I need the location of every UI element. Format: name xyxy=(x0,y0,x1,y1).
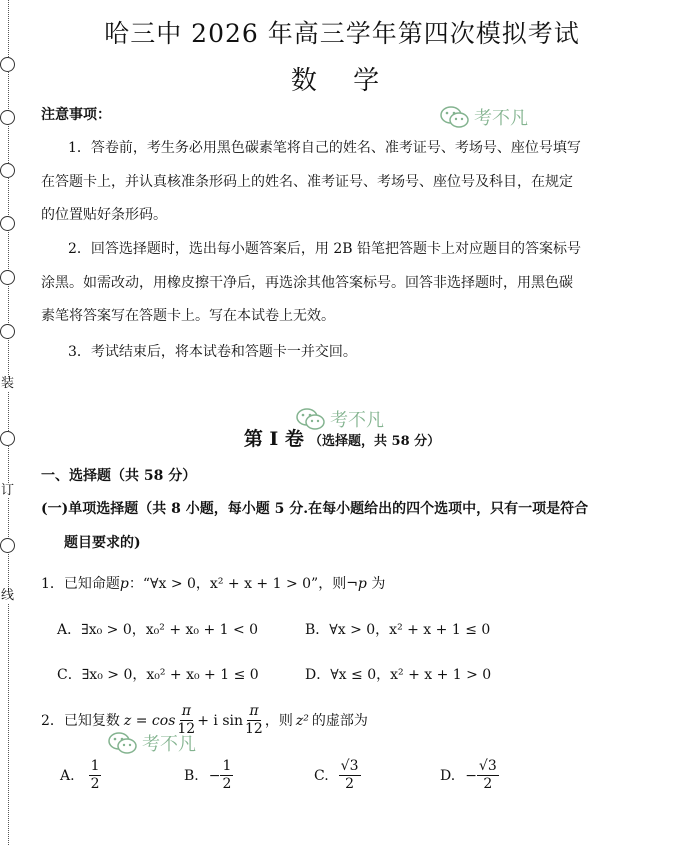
note-1-line-2: 在答题卡上，并认真核准条形码上的姓名、准考证号、考场号、座位号及科目，在规定 xyxy=(41,174,573,190)
watermark xyxy=(440,104,528,130)
option-num: 1 xyxy=(222,758,232,774)
q2-option-c xyxy=(314,758,361,793)
option-num: √3 xyxy=(478,758,497,774)
option-den: 2 xyxy=(483,776,493,792)
option-fraction xyxy=(339,758,361,793)
option-label: D. xyxy=(440,767,456,784)
q1-option-c: C．∃x₀ > 0，x₀² + x₀ + 1 ≤ 0 xyxy=(57,667,259,683)
binding-hole xyxy=(0,216,15,231)
q1-p: p xyxy=(119,576,129,592)
option-fraction xyxy=(220,758,233,793)
exam-subject: 数 学 xyxy=(290,66,394,96)
binding-hole xyxy=(0,538,15,553)
watermark xyxy=(108,730,196,756)
q1-suffix: 为 xyxy=(371,576,386,592)
binding-hole xyxy=(0,110,15,125)
note-3: 3．考试结束后，将本试卷和答题卡一并交回。 xyxy=(68,344,357,360)
section-heading xyxy=(0,424,684,451)
q2-frac-num: π xyxy=(249,703,259,719)
q1-option-b: B．∀x > 0，x² + x + 1 ≤ 0 xyxy=(305,622,491,638)
option-fraction xyxy=(477,758,499,793)
binding-char-xian: 线 xyxy=(1,588,15,603)
option-num: 1 xyxy=(90,758,100,774)
q2-plus: + i sin xyxy=(197,712,244,729)
binding-hole xyxy=(0,163,15,178)
watermark-text: 考不凡 xyxy=(474,108,528,129)
question-1-stem xyxy=(41,574,385,594)
watermark-text: 考不凡 xyxy=(330,410,384,431)
q2-suffix: ，则 xyxy=(264,712,293,729)
option-label: C. xyxy=(314,767,329,784)
option-den: 2 xyxy=(222,776,232,792)
q1-neg: ¬p xyxy=(346,576,367,592)
option-label: A. xyxy=(60,767,75,784)
q1-prefix: 1．已知命题 xyxy=(41,576,120,592)
option-num: √3 xyxy=(340,758,359,774)
q2-frac-den: 12 xyxy=(177,721,196,737)
exam-title: 哈三中 2026 年高三学年第四次模拟考试 xyxy=(104,19,580,48)
question-2-stem xyxy=(41,703,368,738)
q2-z2: z² xyxy=(295,712,309,729)
q2-fraction xyxy=(245,703,263,738)
watermark-text: 考不凡 xyxy=(142,734,196,755)
q2-tail: 的虚部为 xyxy=(311,712,368,729)
option-label: B. xyxy=(184,767,199,784)
q2-option-b xyxy=(184,758,233,793)
sub-heading-line-1: (一)单项选择题（共 8 小题，每小题 5 分.在每小题给出的四个选项中，只有一项是符合 xyxy=(41,501,589,517)
sub-heading-line-2: 题目要求的) xyxy=(64,535,141,551)
q2-z-eq: z = cos xyxy=(123,712,176,729)
part-heading: 一、选择题（共 58 分） xyxy=(41,468,197,484)
option-fraction xyxy=(89,758,102,793)
note-2-line-2: 涂黑。如需改动，用橡皮擦干净后，再选涂其他答案标号。回答非选择题时，用黑色碳 xyxy=(41,275,573,291)
option-den: 2 xyxy=(345,776,355,792)
section-note: （选择题，共 58 分） xyxy=(309,434,441,449)
binding-char-ding: 订 xyxy=(1,483,15,498)
option-sign: − xyxy=(208,767,221,784)
note-2-line-3: 素笔将答案写在答题卡上。写在本试卷上无效。 xyxy=(41,308,335,324)
note-2-line-1: 2．回答选择题时，选出每小题答案后，用 2B 铅笔把答题卡上对应题目的答案标号 xyxy=(68,241,582,257)
note-1-line-1: 1．答卷前，考生务必用黑色碳素笔将自己的姓名、准考证号、考场号、座位号填写 xyxy=(68,140,581,156)
binding-line xyxy=(8,0,9,845)
wechat-icon xyxy=(440,106,470,128)
q2-frac-den: 12 xyxy=(245,721,263,737)
option-den: 2 xyxy=(90,776,100,792)
option-sign: − xyxy=(465,767,477,784)
q2-prefix: 2．已知复数 xyxy=(41,712,120,729)
q2-frac-num: π xyxy=(181,703,191,719)
binding-char-zhuang: 装 xyxy=(1,376,15,391)
wechat-icon xyxy=(108,732,138,754)
q1-option-d: D．∀x ≤ 0，x² + x + 1 > 0 xyxy=(305,667,492,683)
binding-hole xyxy=(0,324,15,339)
note-1-line-3: 的位置贴好条形码。 xyxy=(41,207,167,223)
binding-hole xyxy=(0,270,15,285)
q1-stem-mid: ：“∀x > 0，x² + x + 1 > 0”，则 xyxy=(128,576,347,592)
q2-option-a xyxy=(60,758,101,793)
q2-option-d xyxy=(440,758,499,793)
notes-heading: 注意事项： xyxy=(41,107,111,123)
q1-option-a: A．∃x₀ > 0，x₀² + x₀ + 1 < 0 xyxy=(57,622,259,638)
section-title: 第 I 卷 xyxy=(243,428,304,450)
